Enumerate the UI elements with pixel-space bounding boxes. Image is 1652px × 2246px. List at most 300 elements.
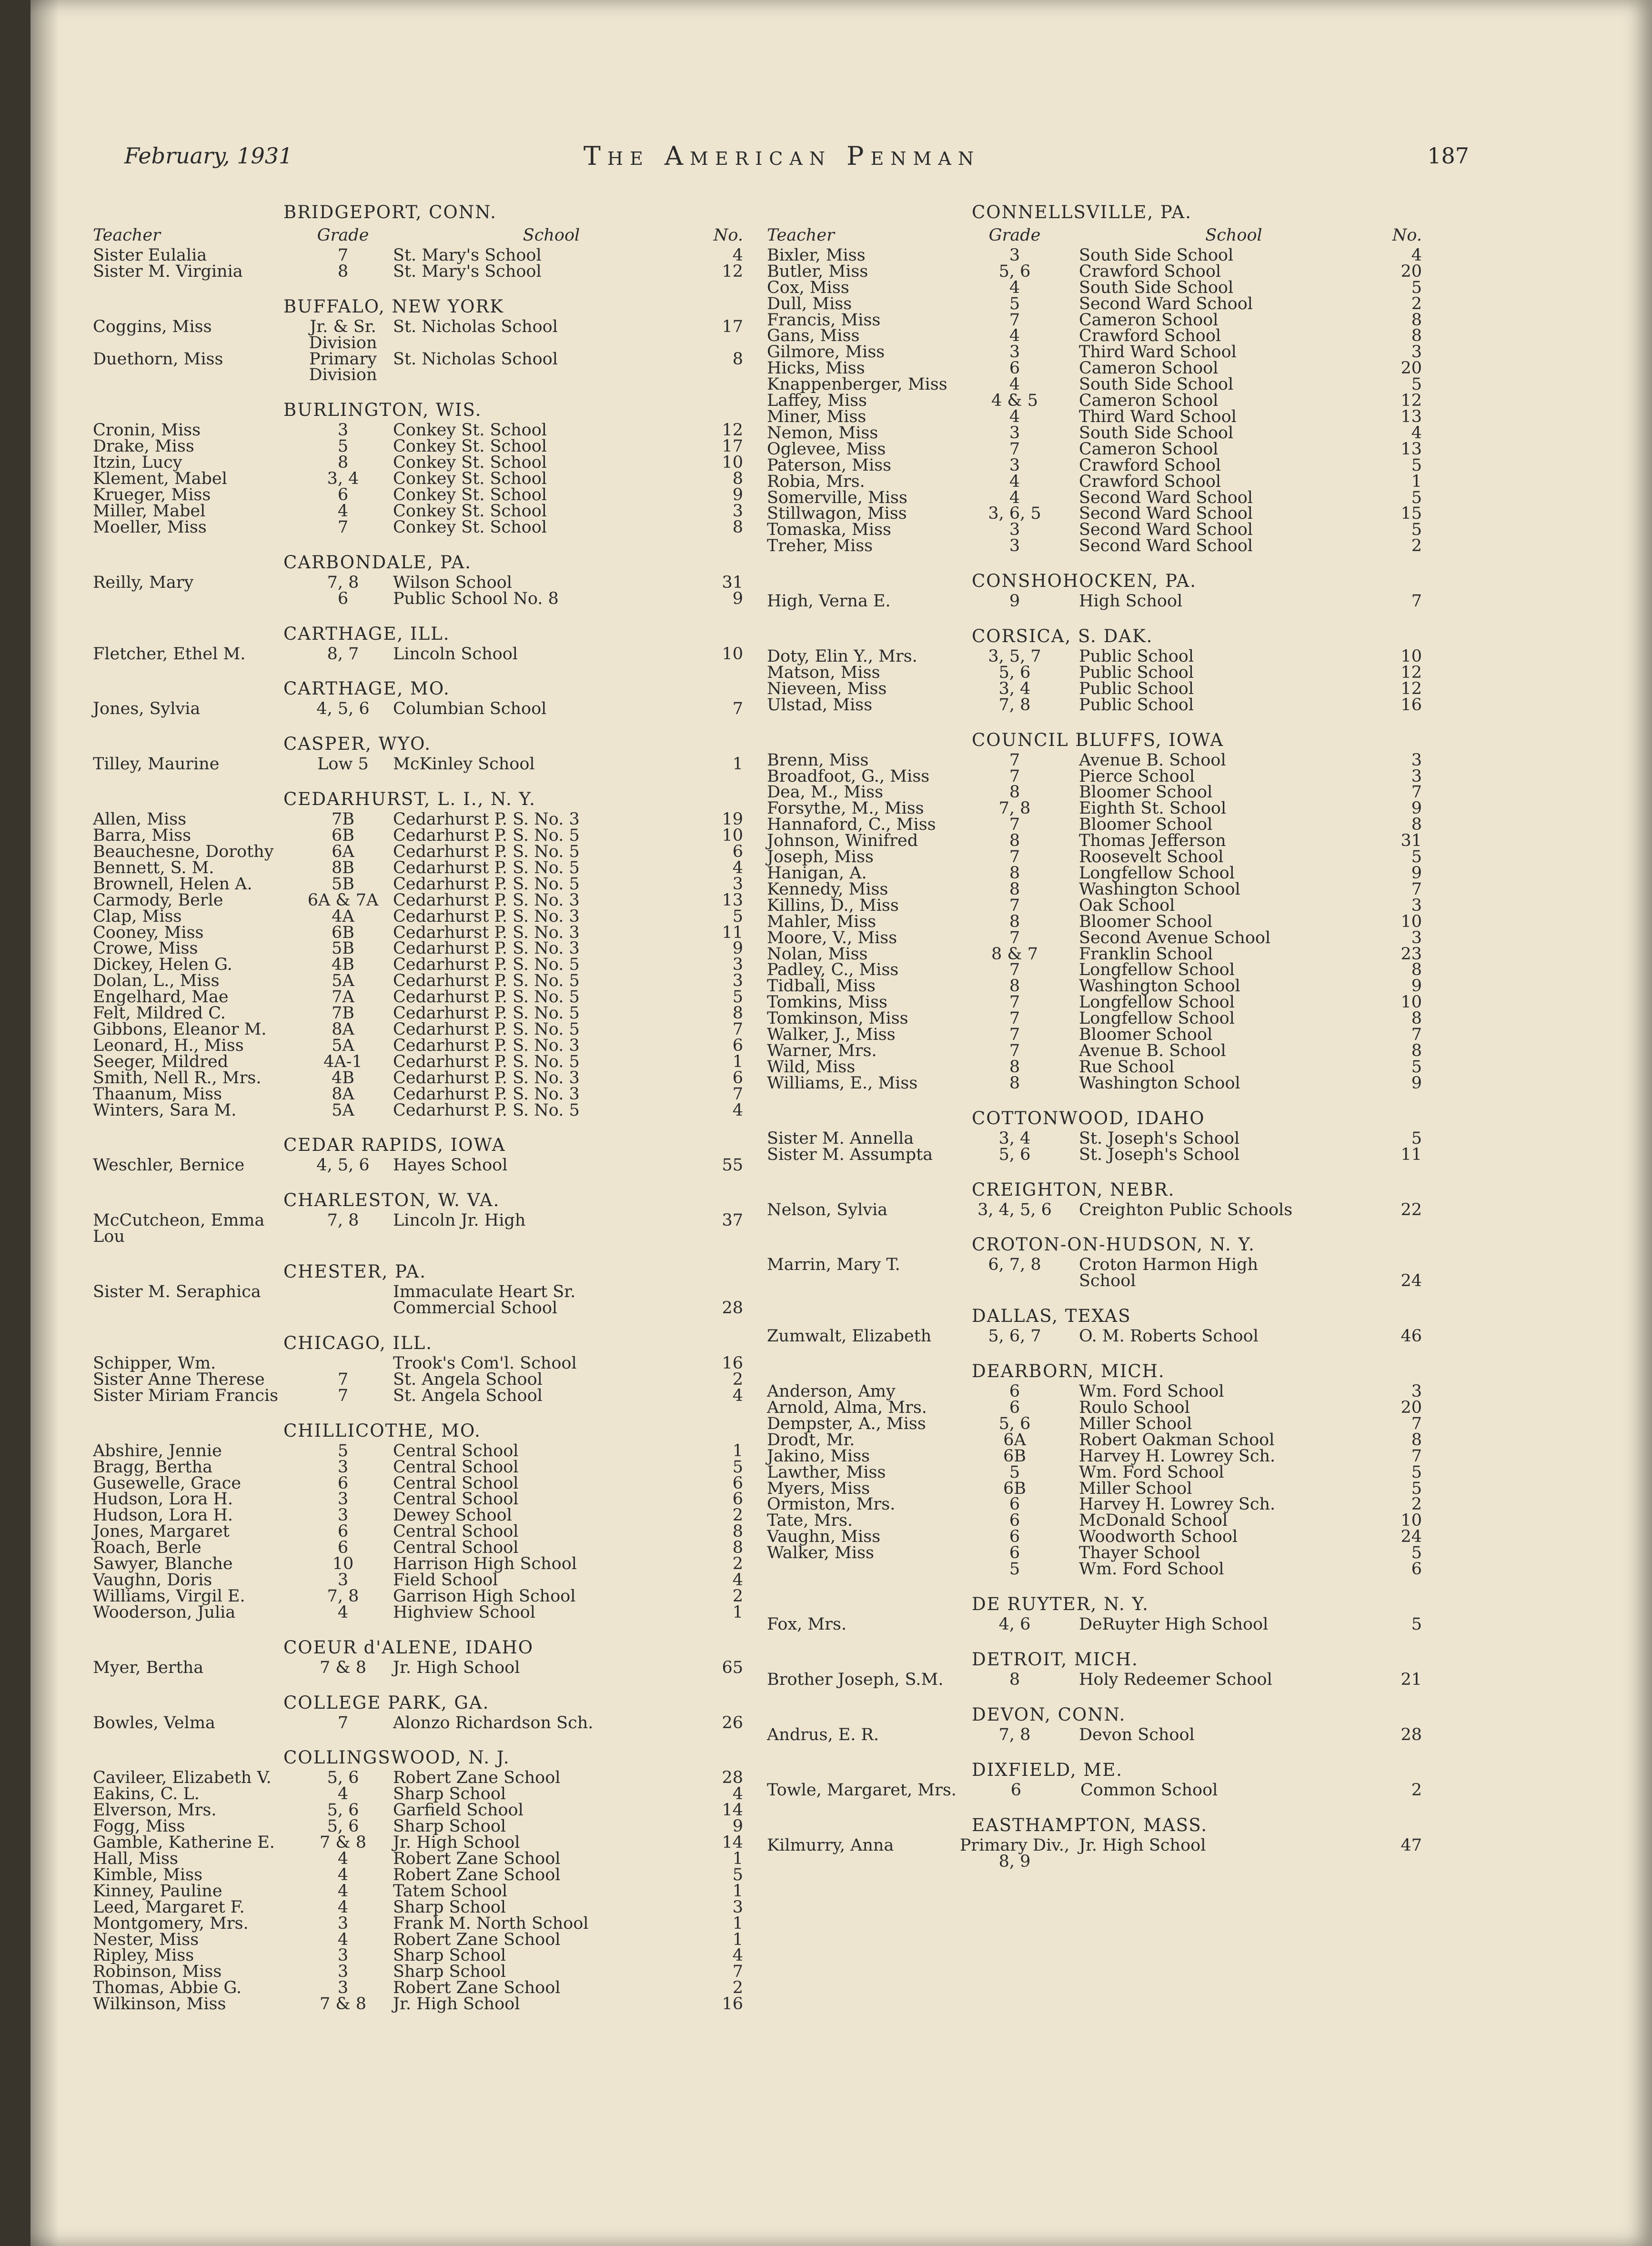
- city-section: [93, 200, 743, 280]
- city-section: [767, 1359, 1422, 1578]
- number-cell: 4: [732, 1570, 743, 1590]
- city-heading: CHESTER, PA.: [283, 1261, 426, 1282]
- school-cell: Harvey H. Lowrey Sch.: [1079, 1495, 1276, 1514]
- table-row: [93, 1054, 743, 1070]
- number-cell: 2: [732, 1554, 743, 1574]
- number-cell: 8: [732, 469, 743, 489]
- teacher-cell: Beauchesne, Dorothy: [93, 842, 274, 862]
- school-cell: Cedarhurst P. S. No. 3: [393, 1036, 580, 1055]
- number-cell: 6: [732, 1036, 743, 1055]
- school-cell: Robert Zane School: [393, 1865, 561, 1884]
- table-row: [767, 328, 1422, 344]
- school-cell: Wm. Ford School: [1079, 1560, 1224, 1579]
- teacher-cell: Montgomery, Mrs.: [93, 1914, 249, 1933]
- number-cell: 13: [1400, 439, 1422, 459]
- table-row: [93, 1508, 743, 1524]
- city-section: [767, 1813, 1422, 1870]
- number-cell: 28: [722, 1299, 743, 1318]
- table-row: [93, 455, 743, 471]
- table-row: [767, 1043, 1422, 1059]
- number-cell: 55: [722, 1156, 743, 1175]
- number-cell: 7: [732, 1962, 743, 1982]
- school-cell: Avenue B. School: [1079, 750, 1226, 770]
- teacher-cell: High, Verna E.: [767, 592, 891, 611]
- table-row: [767, 312, 1422, 329]
- grade-cell: 8: [1009, 1073, 1020, 1093]
- table-row: [767, 1011, 1422, 1027]
- table-row: [93, 1284, 743, 1300]
- number-cell: 12: [1400, 391, 1422, 411]
- school-cell: Alonzo Richardson Sch.: [393, 1713, 594, 1732]
- grade-cell: 6: [1009, 359, 1020, 378]
- teacher-cell: Hicks, Miss: [767, 359, 865, 378]
- school-cell: Longfellow School: [1079, 1009, 1235, 1028]
- teacher-cell: Matson, Miss: [767, 663, 880, 682]
- column-header-grade: Grade: [317, 226, 369, 245]
- number-cell: 9: [1411, 799, 1422, 818]
- grade-cell: 4: [1009, 326, 1020, 346]
- teacher-cell: Nester, Miss: [93, 1930, 199, 1949]
- table-row: [767, 1257, 1422, 1273]
- school-cell: Cedarhurst P. S. No. 5: [393, 971, 580, 991]
- grade-cell: 6A & 7A: [307, 890, 379, 910]
- teacher-cell: Bowles, Velma: [93, 1713, 215, 1732]
- grade-cell: 4, 5, 6: [316, 699, 370, 719]
- city-heading: COEUR d'ALENE, IDAHO: [283, 1637, 534, 1658]
- grade-cell: 6B: [332, 826, 354, 846]
- school-cell: Sharp School: [393, 1784, 506, 1804]
- table-row: [767, 914, 1422, 930]
- teacher-cell: Wild, Miss: [767, 1057, 856, 1077]
- teacher-cell: Jones, Margaret: [93, 1522, 230, 1541]
- teacher-cell: Hudson, Lora H.: [93, 1490, 233, 1509]
- number-cell: 15: [1400, 504, 1422, 524]
- teacher-cell: Butler, Miss: [767, 262, 868, 281]
- grade-cell: 7A: [332, 987, 354, 1007]
- school-cell: Cameron School: [1079, 391, 1219, 411]
- number-cell: 3: [1411, 1382, 1422, 1401]
- grade-cell: 8: [1009, 831, 1020, 851]
- teacher-cell: Cox, Miss: [767, 278, 849, 297]
- city-section: [93, 550, 743, 607]
- school-cell: Devon School: [1079, 1725, 1195, 1744]
- teacher-cell: Jones, Sylvia: [93, 699, 201, 719]
- number-cell: 28: [1400, 1725, 1422, 1744]
- city-heading: BURLINGTON, WIS.: [283, 400, 482, 421]
- table-row: [93, 1457, 743, 1477]
- number-cell: 9: [732, 939, 743, 958]
- school-cell: Garrison High School: [393, 1586, 576, 1606]
- grade-cell: 4: [1009, 407, 1020, 426]
- school-cell: Sharp School: [393, 1962, 506, 1982]
- teacher-cell: Leonard, H., Miss: [93, 1036, 244, 1055]
- table-row: [93, 1803, 743, 1819]
- school-cell: Public School: [1079, 663, 1194, 682]
- school-cell: Dewey School: [393, 1506, 512, 1525]
- table-row: [767, 1400, 1422, 1416]
- school-cell: Robert Zane School: [393, 1849, 561, 1868]
- teacher-cell: Winters, Sara M.: [93, 1100, 237, 1120]
- city-heading: COTTONWOOD, IDAHO: [972, 1108, 1205, 1128]
- table-row: [93, 1300, 743, 1317]
- table-row: [767, 697, 1422, 714]
- number-cell: 5: [1411, 1057, 1422, 1077]
- table-row: [767, 361, 1422, 377]
- grade-cell: 6: [1009, 1543, 1020, 1563]
- number-cell: 1: [732, 1441, 743, 1460]
- table-row: [767, 1073, 1422, 1093]
- table-row: [767, 649, 1422, 665]
- teacher-cell: Thomas, Abbie G.: [93, 1978, 242, 1998]
- teacher-cell: Lawther, Miss: [767, 1462, 886, 1482]
- school-cell: Bloomer School: [1079, 1025, 1213, 1045]
- grade-cell: [293, 1284, 393, 1300]
- teacher-cell: Sister M. Virginia: [93, 262, 243, 281]
- teacher-cell: Kennedy, Miss: [767, 879, 888, 899]
- table-row: [93, 1835, 743, 1851]
- teacher-cell: Padley, C., Miss: [767, 960, 899, 980]
- teacher-cell: McCutcheon, Emma: [93, 1211, 265, 1230]
- teacher-cell: Gans, Miss: [767, 326, 860, 346]
- grade-cell: 4: [337, 501, 349, 521]
- school-cell: Harrison High School: [393, 1554, 577, 1574]
- school-cell: Crawford School: [1079, 472, 1221, 491]
- grade-cell: 7B: [332, 810, 354, 829]
- teacher-cell: Nolan, Miss: [767, 944, 868, 964]
- school-cell: Highview School: [393, 1602, 535, 1622]
- grade-cell: 4, 6: [998, 1615, 1031, 1634]
- table-row: [767, 264, 1422, 280]
- teacher-cell: Wooderson, Julia: [93, 1602, 236, 1622]
- school-cell: Washington School: [1079, 879, 1240, 899]
- teacher-cell: Roach, Berle: [93, 1538, 201, 1558]
- number-cell: 3: [732, 1897, 743, 1917]
- teacher-cell: Oglevee, Miss: [767, 439, 886, 459]
- city-heading: CONNELLSVILLE, PA.: [972, 202, 1192, 222]
- school-cell: Cedarhurst P. S. No. 3: [393, 923, 580, 942]
- grade-cell: 8: [1009, 879, 1020, 899]
- school-cell: Lincoln School: [393, 644, 518, 664]
- table-row: [93, 1213, 743, 1229]
- school-cell: Pierce School: [1079, 766, 1195, 786]
- teacher-cell: [93, 591, 293, 607]
- number-cell: 5: [1411, 1615, 1422, 1634]
- number-cell: 1: [732, 1052, 743, 1071]
- teacher-cell: Tomkinson, Miss: [767, 1009, 908, 1028]
- grade-cell: 7 & 8: [320, 1833, 366, 1853]
- teacher-cell: Hall, Miss: [93, 1849, 178, 1868]
- teacher-cell: Joseph, Miss: [767, 847, 874, 867]
- grade-cell: 3: [1009, 342, 1020, 362]
- city-heading: CARBONDALE, PA.: [283, 552, 472, 573]
- city-heading: COLLINGSWOOD, N. J.: [283, 1747, 510, 1768]
- table-row: [767, 1416, 1422, 1432]
- number-cell: 3: [732, 874, 743, 894]
- number-cell: 37: [722, 1211, 743, 1230]
- school-cell: Cedarhurst P. S. No. 3: [393, 890, 580, 910]
- teacher-cell: Miner, Miss: [767, 407, 866, 426]
- table-row: [767, 681, 1422, 697]
- table-row: [767, 849, 1422, 866]
- table-row: [93, 1786, 743, 1803]
- table-row: [93, 591, 743, 607]
- number-cell: 65: [722, 1658, 743, 1677]
- grade-cell: 7, 8: [998, 695, 1031, 715]
- grade-cell: 8: [1009, 783, 1020, 802]
- teacher-cell: Doty, Elin Y., Mrs.: [767, 647, 917, 666]
- number-cell: 10: [722, 453, 743, 473]
- table-row: [767, 1780, 1422, 1800]
- table-row: [767, 393, 1422, 409]
- teacher-cell: Ormiston, Mrs.: [767, 1495, 896, 1514]
- table-row: [767, 439, 1422, 459]
- number-cell: 3: [732, 971, 743, 991]
- school-cell: St. Joseph's School: [1079, 1128, 1240, 1148]
- school-cell: School: [1079, 1271, 1136, 1291]
- number-cell: 5: [1411, 520, 1422, 540]
- table-row: [767, 1273, 1422, 1289]
- grade-cell: 3, 5, 7: [988, 647, 1041, 666]
- table-row: [767, 490, 1422, 506]
- table-row: [767, 665, 1422, 681]
- teacher-cell: Kimble, Miss: [93, 1865, 203, 1884]
- column-header-teacher: Teacher: [93, 226, 161, 245]
- school-cell: Central School: [393, 1490, 519, 1509]
- grade-cell: 8 & 7: [991, 944, 1038, 964]
- number-cell: 7: [1411, 783, 1422, 802]
- number-cell: 7: [1411, 879, 1422, 899]
- city-heading: CHICAGO, ILL.: [283, 1332, 433, 1353]
- grade-cell: 3: [337, 1506, 349, 1525]
- number-cell: 10: [1400, 1511, 1422, 1531]
- school-cell: Central School: [393, 1473, 519, 1493]
- number-cell: 5: [732, 1865, 743, 1884]
- number-cell: 6: [1411, 1560, 1422, 1579]
- number-cell: 8: [1411, 1041, 1422, 1060]
- grade-cell: 7, 8: [998, 1725, 1031, 1744]
- school-cell: Conkey St. School: [393, 469, 547, 489]
- school-cell: Crawford School: [1079, 326, 1221, 346]
- table-row: [93, 1660, 743, 1676]
- teacher-cell: Anderson, Amy: [767, 1382, 896, 1401]
- number-cell: 26: [722, 1713, 743, 1732]
- number-cell: 12: [722, 262, 743, 281]
- city-section: [767, 1592, 1422, 1633]
- grade-cell: 7 & 8: [320, 1658, 366, 1677]
- number-cell: 28: [722, 1768, 743, 1788]
- number-cell: 8: [1411, 326, 1422, 346]
- grade-cell: 4: [1009, 278, 1020, 297]
- school-cell: Wm. Ford School: [1079, 1382, 1224, 1401]
- school-cell: St. Mary's School: [393, 245, 542, 265]
- school-cell: Commercial School: [393, 1299, 558, 1318]
- number-cell: 1: [732, 1849, 743, 1868]
- school-cell: Jr. High School: [393, 1833, 520, 1853]
- grade-cell: 4A: [332, 906, 354, 926]
- table-row: [93, 1916, 743, 1932]
- school-cell: St. Joseph's School: [1079, 1145, 1240, 1164]
- grade-cell: 6: [1009, 1527, 1020, 1547]
- number-cell: 20: [1400, 359, 1422, 378]
- table-row: [93, 1100, 743, 1120]
- magazine-title: The American Penman: [583, 141, 981, 171]
- table-row: [767, 879, 1422, 899]
- teacher-cell: Zumwalt, Elizabeth: [767, 1327, 932, 1346]
- table-row: [93, 906, 743, 926]
- grade-cell: 5: [1009, 294, 1020, 313]
- teacher-cell: Fogg, Miss: [93, 1817, 185, 1836]
- teacher-cell: Drodt, Mr.: [767, 1430, 855, 1450]
- column-headers: [93, 228, 743, 244]
- school-cell: DeRuyter High School: [1079, 1615, 1269, 1634]
- grade-cell: 8, 7: [327, 644, 359, 664]
- number-cell: 3: [732, 955, 743, 975]
- table-row: [767, 1147, 1422, 1163]
- teacher-cell: Ripley, Miss: [93, 1946, 194, 1965]
- number-cell: 12: [1400, 679, 1422, 698]
- number-cell: 1: [1411, 472, 1422, 491]
- table-row: [767, 1128, 1422, 1148]
- table-row: [93, 245, 743, 265]
- teacher-cell: Moeller, Miss: [93, 517, 207, 537]
- teacher-cell: Brenn, Miss: [767, 750, 869, 770]
- grade-cell: 5A: [332, 971, 354, 991]
- table-row: [767, 1497, 1422, 1513]
- school-cell: South Side School: [1079, 375, 1234, 394]
- teacher-cell: Dull, Miss: [767, 294, 852, 313]
- table-row: [767, 1672, 1422, 1688]
- teacher-cell: Paterson, Miss: [767, 455, 892, 475]
- table-row: [93, 973, 743, 989]
- teacher-cell: Brother Joseph, S.M.: [767, 1670, 944, 1689]
- grade-cell: 6: [337, 589, 349, 608]
- school-cell: Tatem School: [393, 1881, 508, 1901]
- teacher-cell: Robia, Mrs.: [767, 472, 865, 491]
- grade-cell: 8: [1009, 864, 1020, 883]
- grade-cell: 5: [1009, 1462, 1020, 1482]
- number-cell: 2: [1411, 1495, 1422, 1514]
- page-number: 187: [1427, 143, 1469, 169]
- number-cell: 17: [722, 317, 743, 336]
- school-cell: Public School: [1079, 695, 1194, 715]
- school-cell: Woodworth School: [1079, 1527, 1238, 1547]
- table-row: [93, 1158, 743, 1174]
- table-row: [767, 833, 1422, 849]
- grade-cell: 7, 8: [327, 573, 359, 592]
- number-cell: 24: [1400, 1271, 1422, 1291]
- grade-cell: 6A: [332, 842, 354, 862]
- school-cell: Robert Oakman School: [1079, 1430, 1275, 1450]
- teacher-cell: Bragg, Bertha: [93, 1457, 213, 1477]
- school-cell: Thomas Jefferson: [1079, 831, 1226, 851]
- table-row: [93, 876, 743, 893]
- number-cell: 5: [1411, 847, 1422, 867]
- teacher-cell: Fox, Mrs.: [767, 1615, 847, 1634]
- grade-cell: 5, 6: [998, 1414, 1031, 1433]
- grade-cell: 5B: [332, 874, 354, 894]
- school-cell: Bloomer School: [1079, 912, 1213, 931]
- table-row: [93, 575, 743, 591]
- grade-cell: [293, 1356, 393, 1372]
- table-row: [93, 1084, 743, 1104]
- number-cell: 9: [732, 485, 743, 504]
- grade-cell: 4: [337, 1865, 349, 1884]
- teacher-cell: Somerville, Miss: [767, 488, 907, 507]
- number-cell: 21: [1400, 1670, 1422, 1689]
- number-cell: 8: [1411, 1009, 1422, 1028]
- number-cell: 9: [1411, 864, 1422, 883]
- number-cell: 12: [1400, 663, 1422, 682]
- table-row: [767, 898, 1422, 914]
- number-cell: 9: [732, 1817, 743, 1836]
- school-cell: Conkey St. School: [393, 453, 547, 473]
- teacher-cell: Williams, E., Miss: [767, 1073, 918, 1093]
- number-cell: 8: [1411, 1430, 1422, 1450]
- teacher-cell: Killins, D., Miss: [767, 896, 899, 915]
- school-cell: Oak School: [1079, 896, 1175, 915]
- table-row: [93, 264, 743, 280]
- table-row: [93, 1006, 743, 1022]
- grade-cell: 6A: [1003, 1430, 1026, 1450]
- table-row: [767, 1545, 1422, 1561]
- school-cell: Roulo School: [1079, 1398, 1190, 1418]
- teacher-cell: [767, 1273, 955, 1289]
- grade-cell: 6: [337, 1538, 349, 1558]
- table-row: [767, 344, 1422, 361]
- city-heading: CHILLICOTHE, MO.: [283, 1420, 481, 1441]
- number-cell: 3: [732, 501, 743, 521]
- table-row: [767, 594, 1422, 610]
- city-section: [93, 1331, 743, 1404]
- city-heading: DETROIT, MICH.: [972, 1649, 1138, 1670]
- city-section: [93, 622, 743, 663]
- grade-cell: 5, 6: [998, 663, 1031, 682]
- teacher-cell: Andrus, E. R.: [767, 1725, 879, 1744]
- teacher-cell: Stillwagon, Miss: [767, 504, 907, 524]
- city-heading: DEVON, CONN.: [972, 1704, 1126, 1725]
- grade-cell: 6B: [332, 923, 354, 942]
- number-cell: 14: [722, 1801, 743, 1820]
- teacher-cell: Forsythe, M., Miss: [767, 799, 924, 818]
- school-cell: Hayes School: [393, 1156, 508, 1175]
- school-cell: Creighton Public Schools: [1079, 1200, 1293, 1219]
- school-cell: O. M. Roberts School: [1079, 1327, 1259, 1346]
- number-cell: 5: [732, 906, 743, 926]
- number-cell: 10: [1400, 912, 1422, 931]
- city-heading: CHARLESTON, W. VA.: [283, 1190, 500, 1211]
- number-cell: 17: [722, 437, 743, 456]
- number-cell: 7: [732, 1020, 743, 1039]
- table-row: [767, 1384, 1422, 1400]
- school-cell: Franklin School: [1079, 944, 1213, 964]
- city-heading: CONSHOHOCKEN, PA.: [972, 571, 1197, 592]
- teacher-cell: Kinney, Pauline: [93, 1881, 222, 1901]
- table-row: [767, 474, 1422, 490]
- teacher-cell: Hanigan, A.: [767, 864, 867, 883]
- city-heading: EASTHAMPTON, MASS.: [972, 1814, 1208, 1835]
- table-row: [767, 296, 1422, 312]
- number-cell: 31: [722, 573, 743, 592]
- table-row: [767, 409, 1422, 425]
- school-cell: Longfellow School: [1079, 864, 1235, 883]
- table-row: [767, 801, 1422, 817]
- right-column: [767, 200, 1422, 1884]
- number-cell: 11: [722, 923, 743, 942]
- teacher-cell: Cronin, Miss: [93, 421, 201, 440]
- grade-cell: [955, 1273, 1074, 1289]
- grade-cell: 5: [337, 1441, 349, 1460]
- school-cell: Cedarhurst P. S. No. 3: [393, 810, 580, 829]
